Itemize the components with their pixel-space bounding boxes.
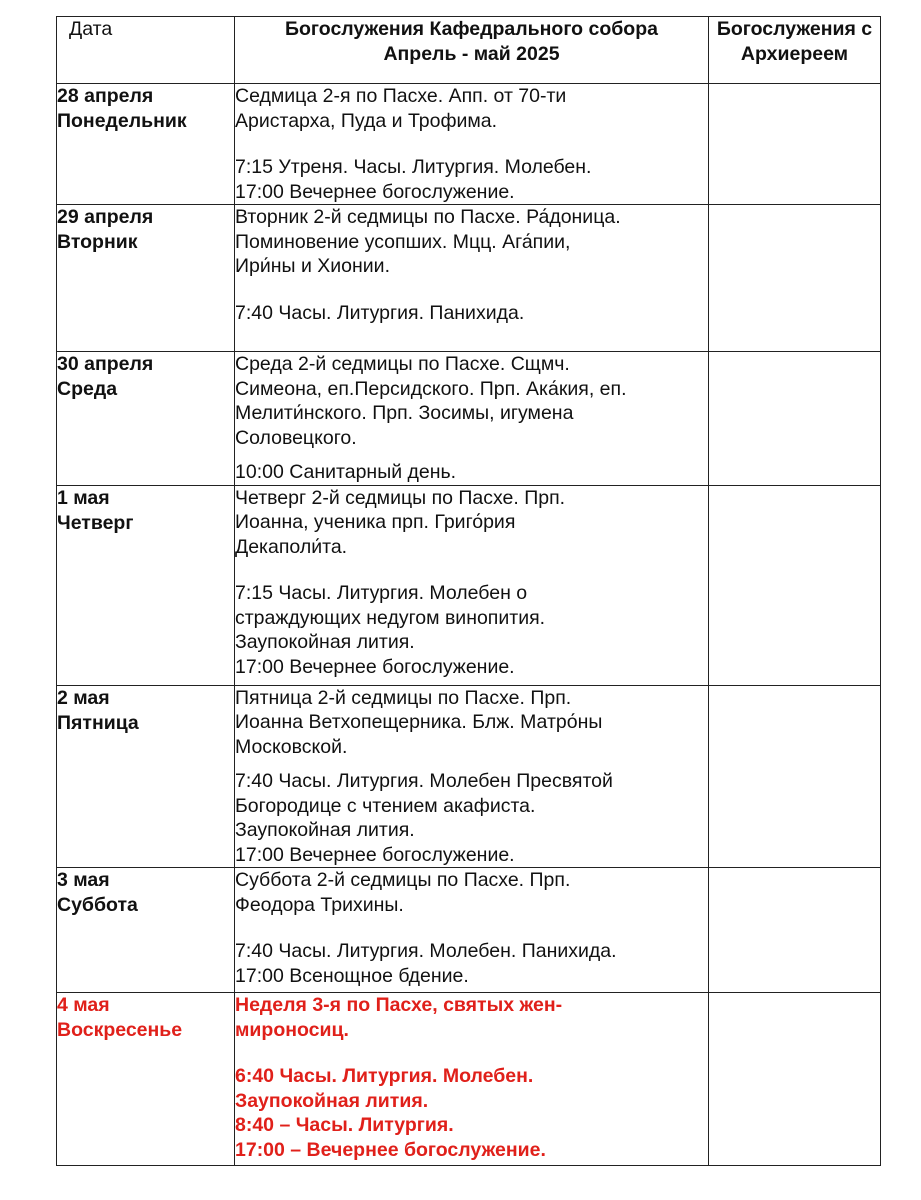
bishop-services-cell [709,868,881,993]
services-cell [235,993,709,1166]
feast-line: Четверг 2-й седмицы по Пасхе. Прп. [235,486,566,509]
service-time-line: 17:00 Всенощное бдение. [235,964,469,987]
date-cell [57,685,235,868]
feast-line: Среда 2-й седмицы по Пасхе. Сщмч. [235,353,570,375]
feast-line: Неделя 3-я по Пасхе, святых жен- [235,994,563,1016]
service-time-line: 10:00 Санитарный день. [235,461,457,483]
feast-description [235,205,708,279]
feast-description [235,84,708,133]
service-times [235,939,708,988]
table-row [57,685,881,868]
weekday-text: Воскресенье [57,1019,183,1041]
service-time-line: 7:40 Часы. Литургия. Молебен Пресвятой [235,770,613,792]
bishop-services-cell [709,685,881,868]
bishop-column-header [709,17,881,84]
service-time-line: 17:00 Вечернее богослужение. [235,843,515,866]
date-header-label: Дата [69,18,113,40]
date-text: 2 мая [57,686,110,709]
date-column-header [57,17,235,84]
table-row [57,868,881,993]
service-times [235,581,708,679]
service-times [235,155,708,204]
table-row [57,993,881,1166]
table-row [57,352,881,486]
date-text: 4 мая [57,994,110,1016]
bishop-services-cell [709,352,881,486]
bishop-services-cell [709,485,881,685]
feast-line: Ири́ны и Хионии. [235,255,390,277]
service-time-line: 17:00 Вечернее богослужение. [235,655,515,678]
service-time-line: 6:40 Часы. Литургия. Молебен. [235,1065,534,1087]
weekday-text: Пятница [57,711,139,734]
feast-line: Симеона, еп.Персидского. Прп. Ака́кия, еп. [235,377,627,400]
date-cell [57,205,235,352]
date-text: 28 апреля [57,85,154,107]
services-cell [235,685,709,868]
bishop-services-cell [709,84,881,205]
date-text: 3 мая [57,869,110,891]
weekday-text: Четверг [57,511,134,534]
services-header-period: Апрель - май 2025 [383,43,560,65]
feast-line: Вторник 2-й седмицы по Пасхе. Ра́доница. [235,206,621,228]
header-row [57,17,881,84]
feast-line: Суббота 2-й седмицы по Пасхе. Прп. [235,869,571,891]
services-header-title: Богослужения Кафедрального собора [285,18,658,40]
feast-description [235,352,708,450]
date-cell [57,868,235,993]
service-times [235,301,708,326]
schedule-table [56,16,881,1166]
services-column-header [235,17,709,84]
feast-line: Мелити́нского. Прп. Зосимы, игумена [235,402,574,424]
bishop-services-cell [709,205,881,352]
feast-line: Иоанна, ученика прп. Григо́рия [235,511,516,533]
feast-description [235,686,708,760]
services-cell [235,84,709,205]
date-text: 1 мая [57,486,110,509]
service-time-line: 17:00 – Вечернее богослужение. [235,1138,546,1161]
service-time-line: 8:40 – Часы. Литургия. [235,1114,454,1136]
service-time-line: 7:15 Часы. Литургия. Молебен о [235,582,528,604]
feast-line: Феодора Трихины. [235,893,404,916]
schedule-body [57,84,881,1166]
weekday-text: Вторник [57,231,138,253]
service-time-line: Заупокойная лития. [235,631,415,653]
schedule-page [56,0,880,1200]
date-cell [57,352,235,486]
bishop-header-line1: Богослужения с [716,18,873,40]
services-cell [235,352,709,486]
table-row [57,84,881,205]
date-text: 29 апреля [57,206,154,228]
feast-description [235,868,708,917]
feast-description [235,993,708,1042]
service-time-line: Заупокойная лития. [235,1089,429,1112]
services-cell [235,205,709,352]
service-times [235,1064,708,1162]
service-times [235,769,708,867]
table-row [57,205,881,352]
feast-line: Пятница 2-й седмицы по Пасхе. Прп. [235,686,572,709]
feast-line: Московской. [235,735,348,758]
date-cell [57,485,235,685]
service-time-line: 17:00 Вечернее богослужение. [235,180,515,203]
feast-line: мироносиц. [235,1018,349,1041]
feast-line: Декаполи́та. [235,535,348,558]
bishop-services-cell [709,993,881,1166]
weekday-text: Суббота [57,894,138,916]
service-time-line: Богородице с чтением акафиста. [235,794,536,817]
feast-line: Иоанна Ветхопещерника. Блж. Матро́ны [235,711,603,733]
service-times [235,460,708,485]
feast-line: Аристарха, Пуда и Трофима. [235,109,498,132]
date-cell [57,993,235,1166]
feast-line: Поминовение усопших. Мцц. Ага́пии, [235,230,571,253]
date-cell [57,84,235,205]
bishop-header-line2: Архиереем [740,43,849,65]
feast-line: Соловецкого. [235,426,357,449]
service-time-line: 7:40 Часы. Литургия. Панихида. [235,301,525,324]
service-time-line: Заупокойная лития. [235,819,415,841]
service-time-line: страждующих недугом винопития. [235,606,546,629]
feast-line: Седмица 2-я по Пасхе. Апп. от 70-ти [235,85,567,107]
services-cell [235,868,709,993]
service-time-line: 7:15 Утреня. Часы. Литургия. Молебен. [235,156,592,178]
services-cell [235,485,709,685]
date-text: 30 апреля [57,353,154,375]
weekday-text: Понедельник [57,110,187,132]
feast-description [235,486,708,560]
table-row [57,485,881,685]
weekday-text: Среда [57,378,118,400]
service-time-line: 7:40 Часы. Литургия. Молебен. Панихида. [235,940,617,962]
